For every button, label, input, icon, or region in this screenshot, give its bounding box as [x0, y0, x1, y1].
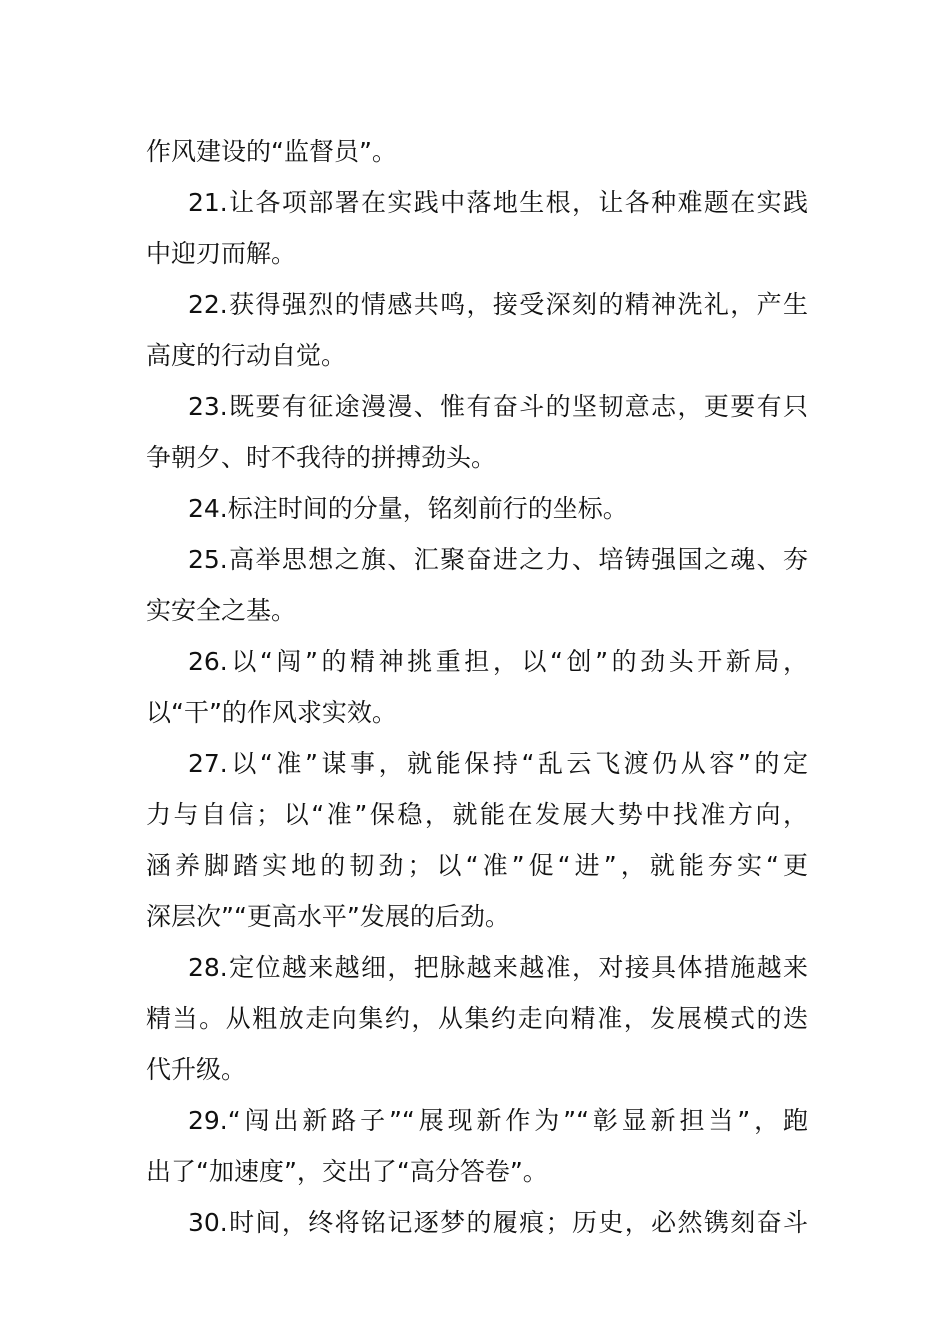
paragraph-23-line-2: 争朝夕、时不我待的拼搏劲头。: [146, 443, 497, 472]
paragraph-27-line-3: 涵养脚踏实地的韧劲；以“准”促“进”，就能夯实“更: [146, 851, 808, 880]
paragraph-24-line-1: 24.标注时间的分量，铭刻前行的坐标。: [188, 494, 628, 523]
text-line: 作风建设的“监督员”。: [146, 137, 397, 166]
paragraph-22-line-1: 22.获得强烈的情感共鸣，接受深刻的精神洗礼，产生: [188, 290, 808, 319]
paragraph-26-line-2: 以“干”的作风求实效。: [146, 698, 397, 727]
paragraph-25-line-2: 实安全之基。: [146, 596, 297, 625]
paragraph-28-line-1: 28.定位越来越细，把脉越来越准，对接具体措施越来: [188, 953, 808, 982]
paragraph-21-line-2: 中迎刃而解。: [146, 239, 297, 268]
paragraph-26-line-1: 26.以“闯”的精神挑重担，以“创”的劲头开新局，: [188, 647, 808, 676]
paragraph-27-line-1: 27.以“准”谋事，就能保持“乱云飞渡仍从容”的定: [188, 749, 808, 778]
paragraph-30-line-1: 30.时间，终将铭记逐梦的履痕；历史，必然镌刻奋斗: [188, 1208, 808, 1237]
paragraph-25-line-1: 25.高举思想之旗、汇聚奋进之力、培铸强国之魂、夯: [188, 545, 808, 574]
paragraph-27-line-4: 深层次”“更高水平”发展的后劲。: [146, 902, 510, 931]
paragraph-21-line-1: 21.让各项部署在实践中落地生根，让各种难题在实践: [188, 188, 808, 217]
paragraph-29-line-2: 出了“加速度”，交出了“高分答卷”。: [146, 1157, 548, 1186]
paragraph-28-line-2: 精当。从粗放走向集约，从集约走向精准，发展模式的迭: [146, 1004, 808, 1033]
paragraph-28-line-3: 代升级。: [146, 1055, 247, 1084]
paragraph-29-line-1: 29.“闯出新路子”“展现新作为”“彰显新担当”，跑: [188, 1106, 808, 1135]
paragraph-23-line-1: 23.既要有征途漫漫、惟有奋斗的坚韧意志，更要有只: [188, 392, 808, 421]
document-body: [146, 126, 808, 1248]
paragraph-27-line-2: 力与自信；以“准”保稳，就能在发展大势中找准方向，: [146, 800, 808, 829]
paragraph-22-line-2: 高度的行动自觉。: [146, 341, 347, 370]
